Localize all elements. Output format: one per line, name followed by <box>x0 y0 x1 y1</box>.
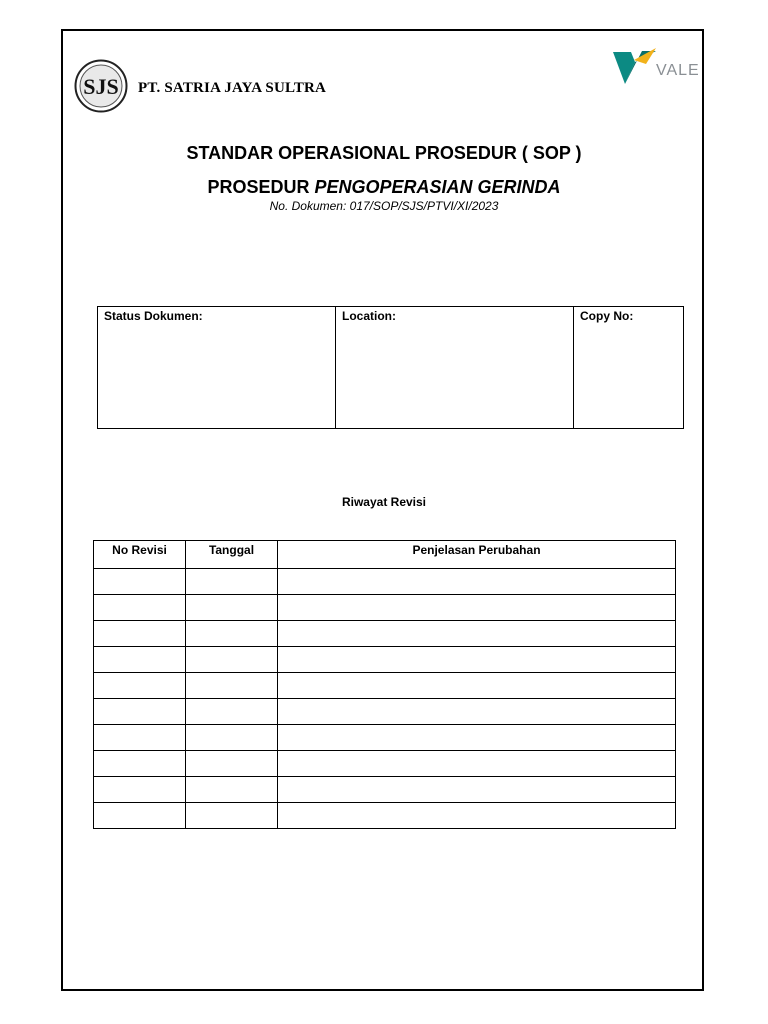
table-cell <box>94 777 186 803</box>
location-label: Location: <box>342 309 396 323</box>
copy-no-label: Copy No: <box>580 309 634 323</box>
table-cell <box>278 803 676 829</box>
table-cell <box>186 647 278 673</box>
table-cell <box>186 699 278 725</box>
copy-no-cell <box>574 307 684 429</box>
status-dokumen-label: Status Dokumen: <box>104 309 203 323</box>
table-cell <box>186 751 278 777</box>
status-table <box>97 306 684 429</box>
table-cell <box>186 595 278 621</box>
table-cell <box>94 595 186 621</box>
sjs-logo <box>74 59 128 113</box>
location-cell <box>336 307 574 429</box>
header-penjelasan-perubahan: Penjelasan Perubahan <box>278 541 676 569</box>
table-row <box>94 777 676 803</box>
table-cell <box>278 777 676 803</box>
table-row <box>94 725 676 751</box>
document-number: No. Dokumen: 017/SOP/SJS/PTVI/XI/2023 <box>269 199 499 213</box>
sjs-logo-text: SJS <box>83 74 119 99</box>
table-cell <box>94 673 186 699</box>
table-cell <box>94 647 186 673</box>
subtitle-prefix: PROSEDUR <box>207 177 315 197</box>
table-cell <box>278 673 676 699</box>
table-cell <box>278 621 676 647</box>
table-row <box>94 699 676 725</box>
table-cell <box>186 569 278 595</box>
table-cell <box>278 569 676 595</box>
revision-title: Riwayat Revisi <box>341 495 427 509</box>
status-dokumen-cell <box>98 307 336 429</box>
table-cell <box>278 647 676 673</box>
table-cell <box>278 725 676 751</box>
table-cell <box>94 621 186 647</box>
table-row <box>94 803 676 829</box>
company-name: PT. SATRIA JAYA SULTRA <box>138 80 327 96</box>
table-row <box>94 751 676 777</box>
table-row <box>94 647 676 673</box>
table-cell <box>94 803 186 829</box>
table-row <box>94 595 676 621</box>
table-cell <box>278 699 676 725</box>
page-border <box>61 29 704 991</box>
vale-logo-text: VALE <box>656 62 700 79</box>
document-title: STANDAR OPERASIONAL PROSEDUR ( SOP ) <box>186 143 582 163</box>
table-cell <box>186 621 278 647</box>
table-cell <box>186 673 278 699</box>
table-cell <box>94 751 186 777</box>
table-cell <box>278 751 676 777</box>
table-cell <box>94 725 186 751</box>
table-cell <box>186 725 278 751</box>
table-row <box>94 569 676 595</box>
revision-table <box>93 540 676 829</box>
table-cell <box>186 803 278 829</box>
table-row <box>94 621 676 647</box>
table-cell <box>186 777 278 803</box>
subtitle-italic: PENGOPERASIAN GERINDA <box>314 177 561 197</box>
header-tanggal: Tanggal <box>186 541 278 569</box>
document-subtitle <box>0 177 768 198</box>
table-row <box>94 673 676 699</box>
table-cell <box>94 569 186 595</box>
table-cell <box>94 699 186 725</box>
header-no-revisi: No Revisi <box>94 541 186 569</box>
table-cell <box>278 595 676 621</box>
